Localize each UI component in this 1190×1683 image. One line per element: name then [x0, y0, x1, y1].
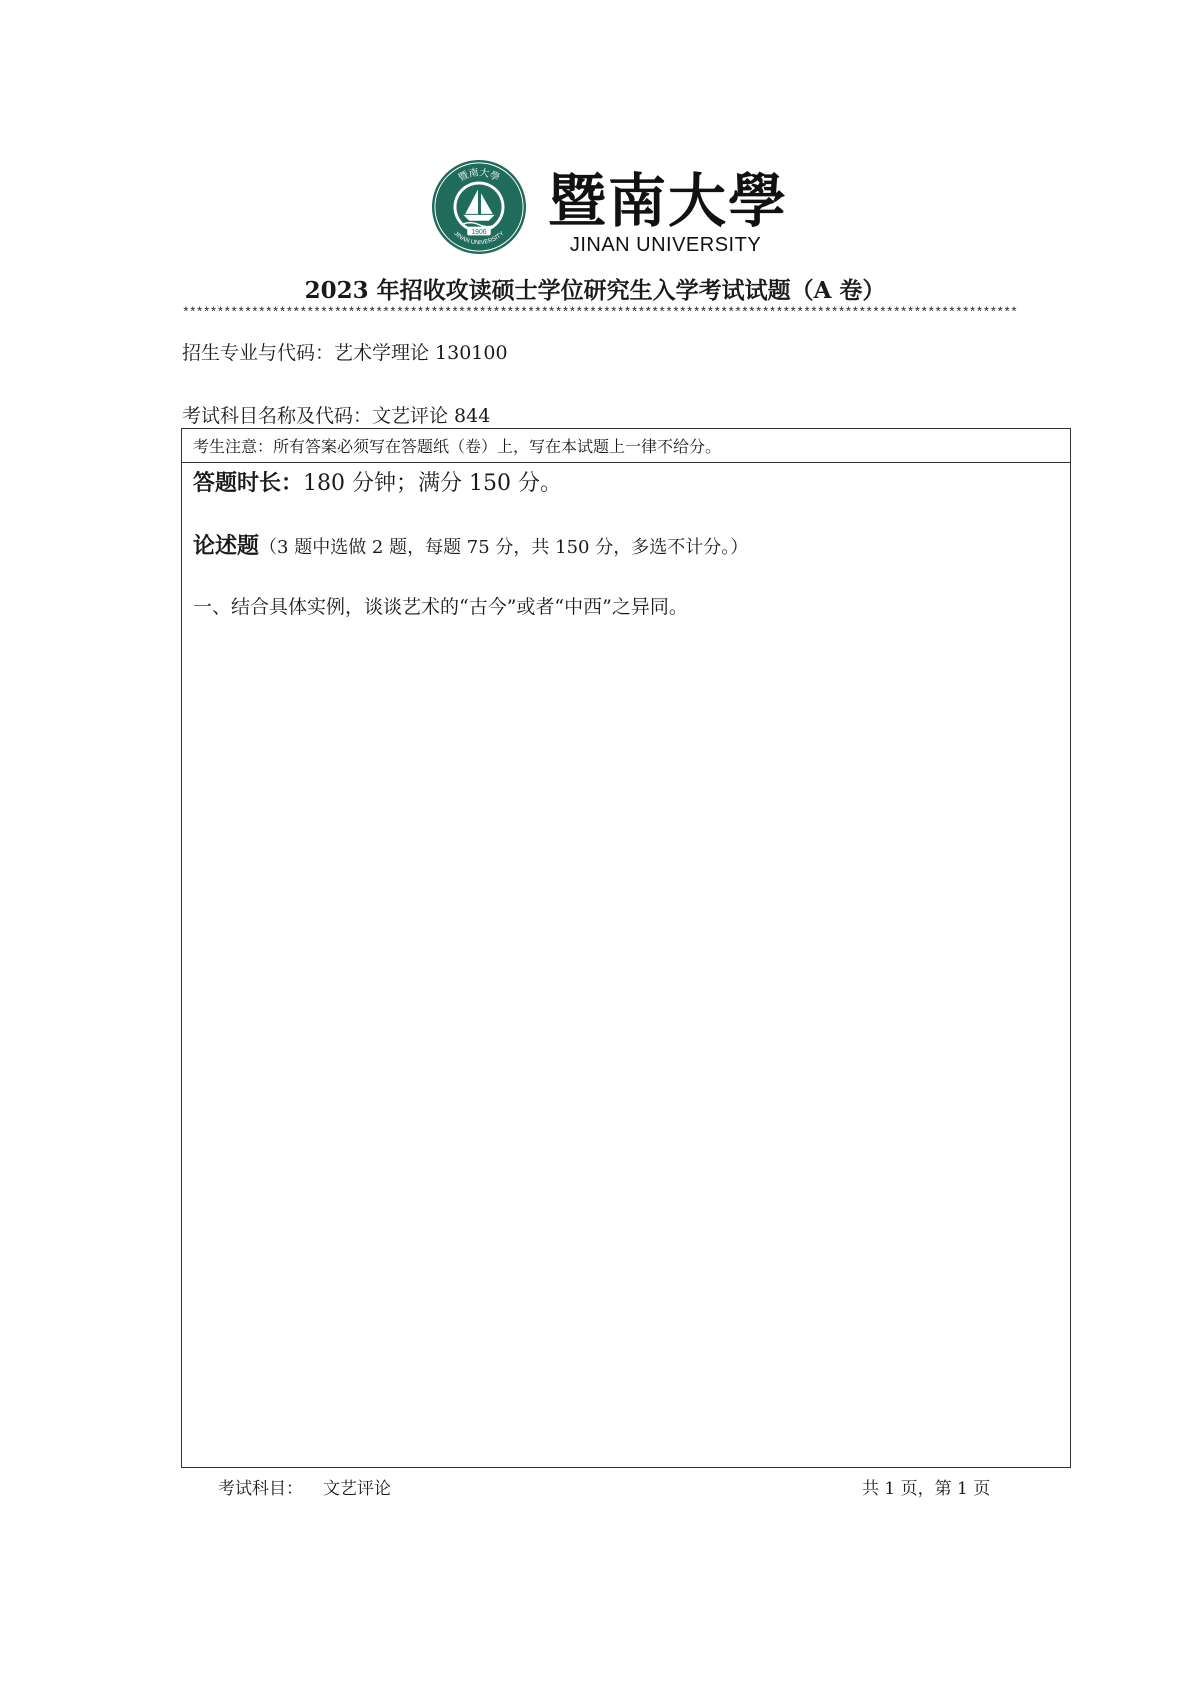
- exam-content-box: [181, 428, 1071, 1468]
- wordmark-chinese: 暨南大學: [548, 167, 789, 235]
- svg-text:暨南大學: 暨南大學: [456, 167, 502, 184]
- notice-row: [182, 429, 1070, 463]
- footer-subject: [218, 1474, 391, 1499]
- university-seal-icon: [430, 158, 528, 256]
- asterisk-divider: *************************************************************************************************************************: [182, 306, 1018, 320]
- section-heading: [193, 529, 748, 560]
- footer-page-info: 共 1 页，第 1 页: [862, 1479, 991, 1499]
- section-label: 论述题: [193, 533, 260, 559]
- footer-subject-value: 文艺评论: [323, 1479, 391, 1499]
- question-1: 一、结合具体实例，谈谈艺术的“古今”或者“中西”之异同。: [193, 596, 688, 618]
- wordmark-english: JINAN UNIVERSITY: [569, 234, 762, 256]
- svg-text:JINAN UNIVERSITY: JINAN UNIVERSITY: [452, 230, 506, 247]
- university-logo: [430, 158, 789, 260]
- duration-value: 180 分钟；满分 150 分。: [303, 471, 562, 496]
- exam-title: 2023 年招收攻读硕士学位研究生入学考试试题（A 卷）: [304, 277, 886, 304]
- svg-text:1906: 1906: [471, 228, 487, 236]
- candidate-notice: 考生注意：所有答案必须写在答题纸（卷）上，写在本试题上一律不给分。: [193, 437, 722, 456]
- exam-duration: [193, 466, 562, 497]
- major-and-code: 招生专业与代码：艺术学理论 130100: [182, 342, 508, 364]
- section-note: （3 题中选做 2 题，每题 75 分，共 150 分，多选不计分。）: [259, 537, 749, 558]
- footer-subject-label: 考试科目：: [218, 1479, 303, 1499]
- subject-name-and-code: 考试科目名称及代码：文艺评论 844: [182, 405, 491, 427]
- university-wordmark: [548, 160, 789, 258]
- duration-label: 答题时长：: [193, 470, 304, 496]
